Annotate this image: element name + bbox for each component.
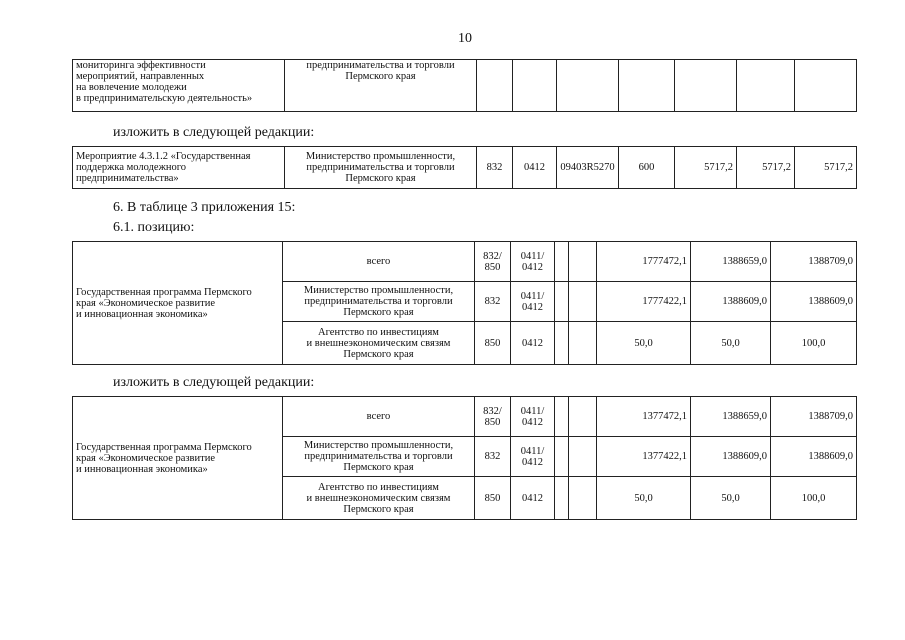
section-line: 0412 <box>522 337 543 349</box>
executor-line: всего <box>366 256 391 267</box>
executor-cell <box>283 437 475 477</box>
executor-cell <box>283 242 475 282</box>
executor-line: Пермского края <box>343 462 414 473</box>
empty-cell <box>513 60 557 112</box>
amount-year3-cell: 1388609,0 <box>771 437 857 477</box>
grbs-line: 832/ <box>483 250 502 262</box>
executor-line: Министерство промышленности, <box>305 151 456 162</box>
executor-cell <box>285 60 477 112</box>
section-line: 0412 <box>522 492 543 504</box>
empty-cell <box>555 282 569 322</box>
amount-year1-cell: 1777422,1 <box>597 282 691 322</box>
section-cell: 0412 <box>513 147 557 189</box>
executor-line: Пермского края <box>345 71 416 82</box>
section-line: 0412 <box>522 416 543 428</box>
section-line: 0412 <box>522 456 543 468</box>
amount-year3-cell: 5717,2 <box>795 147 857 189</box>
executor-line: Пермского края <box>343 348 414 360</box>
executor-line: и внешнеэкономическим связям <box>306 492 451 504</box>
measure-name-line: мониторинга эффективности <box>76 60 206 71</box>
executor-line: Пермского края <box>345 173 416 184</box>
table-new-measure <box>72 146 857 189</box>
subsection-heading: 6.1. позицию: <box>113 220 195 235</box>
executor-line: Агентство по инвестициям <box>318 326 439 338</box>
executor-line: всего <box>366 411 391 422</box>
executor-line: предпринимательства и торговли <box>306 162 455 173</box>
executor-cell <box>283 397 475 437</box>
executor-line: Министерство промышленности, <box>303 440 454 451</box>
empty-cell <box>555 477 569 520</box>
measure-name-line: предпринимательства» <box>76 173 179 184</box>
amount-year3-cell: 100,0 <box>771 322 857 365</box>
section-cell <box>511 242 555 282</box>
empty-cell <box>569 282 597 322</box>
section-line: 0411/ <box>520 250 545 262</box>
measure-name-line: мероприятий, направленных <box>76 71 205 82</box>
instruction-text: изложить в следующей редакции: <box>113 375 315 390</box>
program-name-line: Государственная программа Пермского <box>76 286 252 298</box>
empty-cell <box>555 397 569 437</box>
empty-cell <box>569 437 597 477</box>
empty-cell <box>477 60 513 112</box>
amount-year2-cell: 1388609,0 <box>691 437 771 477</box>
amount-year2-cell: 1388659,0 <box>691 242 771 282</box>
grbs-line: 832/ <box>483 405 502 417</box>
empty-cell <box>569 397 597 437</box>
section-cell <box>511 477 555 520</box>
amount-year1-cell: 50,0 <box>597 322 691 365</box>
amount-year2-cell: 1388609,0 <box>691 282 771 322</box>
section-heading: 6. В таблице 3 приложения 15: <box>113 200 296 215</box>
measure-name-line: поддержка молодежного <box>76 162 187 173</box>
amount-year3-cell: 1388609,0 <box>771 282 857 322</box>
executor-cell <box>285 147 477 189</box>
executor-cell <box>283 322 475 365</box>
program-name-line: края «Экономическое развитие <box>76 297 215 309</box>
grbs-cell <box>475 322 511 365</box>
table-previous-fragment <box>72 59 857 112</box>
section-line: 0411/ <box>520 290 545 302</box>
section-line: 0411/ <box>520 405 545 417</box>
amount-year2-cell: 1388659,0 <box>691 397 771 437</box>
expense-type-cell: 600 <box>619 147 675 189</box>
empty-cell <box>557 60 619 112</box>
executor-line: Пермского края <box>343 503 414 515</box>
grbs-line: 832 <box>484 451 501 462</box>
grbs-line: 832 <box>484 296 501 307</box>
amount-year3-cell: 100,0 <box>771 477 857 520</box>
program-name-line: и инновационная экономика» <box>76 463 208 475</box>
section-line: 0411/ <box>520 445 545 457</box>
amount-year2-cell: 50,0 <box>691 477 771 520</box>
executor-line: и внешнеэкономическим связям <box>306 337 451 349</box>
empty-cell <box>569 477 597 520</box>
empty-cell <box>555 322 569 365</box>
section-cell <box>511 282 555 322</box>
grbs-line: 850 <box>484 492 501 504</box>
executor-cell <box>283 477 475 520</box>
table-program-new <box>72 396 857 520</box>
amount-year1-cell: 1377472,1 <box>597 397 691 437</box>
amount-year3-cell: 1388709,0 <box>771 397 857 437</box>
amount-year2-cell: 50,0 <box>691 322 771 365</box>
program-name-line: и инновационная экономика» <box>76 308 208 320</box>
measure-name-line: Мероприятие 4.3.1.2 «Государственная <box>76 151 251 162</box>
section-line: 0412 <box>522 301 543 313</box>
empty-cell <box>619 60 675 112</box>
section-cell <box>511 437 555 477</box>
program-name-line: края «Экономическое развитие <box>76 452 215 464</box>
executor-line: Агентство по инвестициям <box>318 481 439 493</box>
measure-name-cell <box>73 60 285 112</box>
target-article-cell: 09403R5270 <box>557 147 619 189</box>
executor-line: Пермского края <box>343 307 414 318</box>
grbs-line: 850 <box>484 416 501 428</box>
empty-cell <box>737 60 795 112</box>
empty-cell <box>795 60 857 112</box>
grbs-cell <box>475 437 511 477</box>
executor-cell <box>283 282 475 322</box>
grbs-line: 850 <box>484 337 501 349</box>
empty-cell <box>569 322 597 365</box>
amount-year1-cell: 50,0 <box>597 477 691 520</box>
executor-line: предпринимательства и торговли <box>306 60 455 71</box>
instruction-text: изложить в следующей редакции: <box>113 125 315 140</box>
table-program-old <box>72 241 857 365</box>
section-cell <box>511 322 555 365</box>
measure-name-line: на вовлечение молодежи <box>76 82 187 93</box>
page-number: 10 <box>458 31 472 46</box>
executor-line: Министерство промышленности, <box>303 285 454 296</box>
amount-year2-cell: 5717,2 <box>737 147 795 189</box>
measure-name-cell <box>73 147 285 189</box>
executor-line: предпринимательства и торговли <box>304 296 453 307</box>
executor-line: предпринимательства и торговли <box>304 451 453 462</box>
program-name-cell <box>73 397 283 520</box>
empty-cell <box>675 60 737 112</box>
grbs-cell <box>475 282 511 322</box>
grbs-cell <box>475 477 511 520</box>
section-line: 0412 <box>522 261 543 273</box>
amount-year1-cell: 1777472,1 <box>597 242 691 282</box>
grbs-cell <box>475 397 511 437</box>
amount-year1-cell: 1377422,1 <box>597 437 691 477</box>
section-cell <box>511 397 555 437</box>
program-name-cell <box>73 242 283 365</box>
empty-cell <box>555 437 569 477</box>
grbs-cell <box>475 242 511 282</box>
measure-name-line: в предпринимательскую деятельность» <box>76 93 253 104</box>
grbs-cell: 832 <box>477 147 513 189</box>
program-name-line: Государственная программа Пермского <box>76 441 252 453</box>
empty-cell <box>569 242 597 282</box>
amount-year3-cell: 1388709,0 <box>771 242 857 282</box>
amount-year1-cell: 5717,2 <box>675 147 737 189</box>
empty-cell <box>555 242 569 282</box>
grbs-line: 850 <box>484 261 501 273</box>
